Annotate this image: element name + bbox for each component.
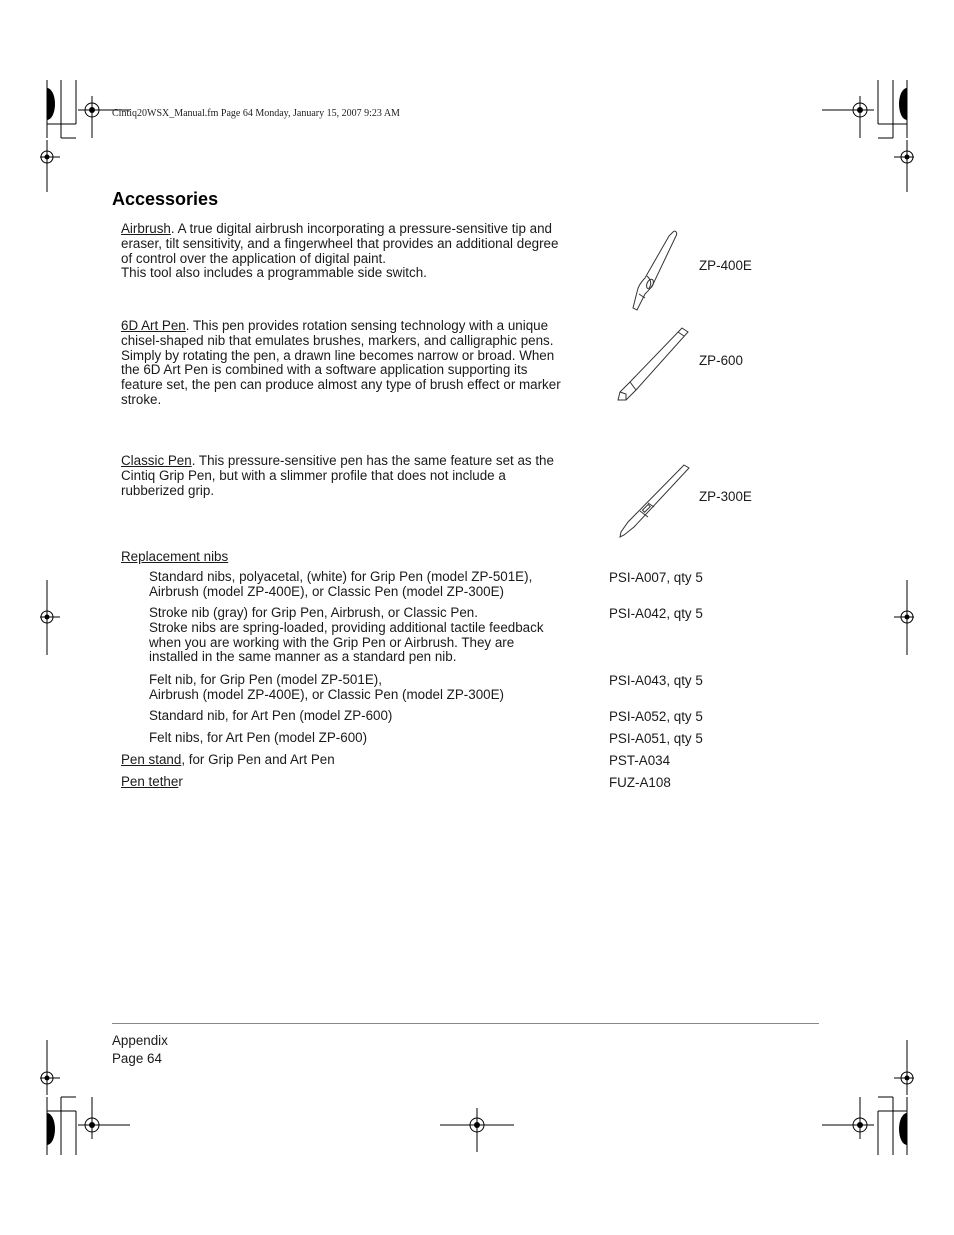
airbrush-name: Airbrush xyxy=(121,221,171,236)
pen-tether-code: FUZ-A108 xyxy=(609,775,671,790)
nib-item: Stroke nib (gray) for Grip Pen, Airbrush, or Classic Pen. Stroke nibs are spring-loaded, providing additional tactile feedback when you are working with the Grip Pen or Airbrush. They are installed in the same manner as a standard pen nib. xyxy=(149,605,544,665)
art-pen-text: . This pen provides rotation sensing technology with a unique chisel-shaped nib that emulates brushes, markers, and calligraphic pens. Simply by rotating the pen, a drawn line becomes narrow or broad. When the 6D Art Pen is combined with a software application supporting its feature set, the pen can produce almost any type of brush effect or marker stroke. xyxy=(121,318,561,407)
replacement-nibs-heading: Replacement nibs xyxy=(121,549,229,564)
footer-divider xyxy=(112,1023,819,1024)
art-pen-icon xyxy=(612,324,694,406)
classic-pen-icon xyxy=(614,461,694,541)
art-pen-model: ZP-600 xyxy=(699,353,743,368)
classic-pen-model: ZP-300E xyxy=(699,489,752,504)
nib-code: PSI-A042, qty 5 xyxy=(609,606,703,621)
art-pen-name: 6D Art Pen xyxy=(121,318,186,333)
classic-pen-name: Classic Pen xyxy=(121,453,192,468)
airbrush-text: . A true digital airbrush incorporating a pressure-sensitive tip and eraser, tilt sensitivity, and a fingerwheel that provides an additional degree of control over the application of digital paint. xyxy=(121,221,559,266)
page-footer xyxy=(112,1032,168,1068)
nib-item: Felt nibs, for Art Pen (model ZP-600) xyxy=(149,730,368,745)
pen-stand-row: Pen stand, for Grip Pen and Art Pen xyxy=(121,752,335,767)
nib-code: PSI-A007, qty 5 xyxy=(609,570,703,585)
classic-pen-text: . This pressure-sensitive pen has the same feature set as the Cintiq Grip Pen, but with a slimmer profile that does not include a rubberized grip. xyxy=(121,453,554,498)
pen-tether-row: Pen tether xyxy=(121,774,183,789)
airbrush-extra: This tool also includes a programmable side switch. xyxy=(121,265,427,281)
airbrush-icon xyxy=(625,228,685,314)
airbrush-model: ZP-400E xyxy=(699,258,752,273)
classic-pen-description xyxy=(121,454,571,498)
pen-tether-name: Pen tethe xyxy=(121,774,179,789)
nib-item: Standard nibs, polyacetal, (white) for Grip Pen (model ZP-501E), Airbrush (model ZP-400E), or Classic Pen (model ZP-300E) xyxy=(149,569,533,599)
nib-item: Standard nib, for Art Pen (model ZP-600) xyxy=(149,708,393,723)
page-title: Accessories xyxy=(112,189,219,209)
nib-code: PSI-A052, qty 5 xyxy=(609,709,703,724)
nib-code: PSI-A051, qty 5 xyxy=(609,731,703,746)
footer-page-number: Page 64 xyxy=(112,1051,162,1066)
pen-stand-code: PST-A034 xyxy=(609,753,671,768)
nib-item: Felt nib, for Grip Pen (model ZP-501E), Airbrush (model ZP-400E), or Classic Pen (model ZP-300E) xyxy=(149,672,504,702)
footer-section: Appendix xyxy=(112,1033,168,1048)
art-pen-description xyxy=(121,319,571,408)
nib-code: PSI-A043, qty 5 xyxy=(609,673,703,688)
pen-stand-name: Pen stand xyxy=(121,752,182,767)
file-header: Cintiq20WSX_Manual.fm Page 64 Monday, January 15, 2007 9:23 AM xyxy=(112,108,400,119)
airbrush-description xyxy=(121,222,571,281)
